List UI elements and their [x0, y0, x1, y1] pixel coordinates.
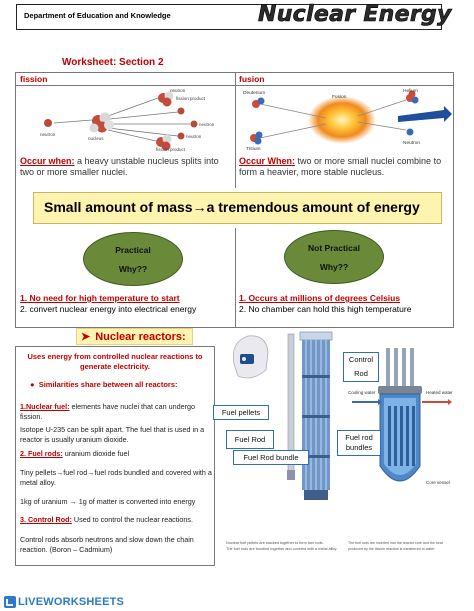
fission-label-product-top: fission product: [176, 96, 206, 101]
fusion-label-helium: Helium: [403, 89, 418, 94]
fission-occur-label: Occur when:: [20, 156, 75, 166]
reactors-heading-text: Nuclear reactors:: [95, 331, 186, 343]
fusion-label-deuterium: Deuterium: [243, 91, 266, 96]
reactors-heading: [76, 328, 193, 345]
isotope-paragraph: Isotope U-235 can be split apart. The fuel that is used in a reactor is usually uranium dioxide.: [20, 425, 205, 444]
control-rod-absorb-paragraph: Control rods absorb neutrons and slow down the chain reaction. (Boron – Cadmium): [20, 535, 194, 554]
not-practical-why: Why??: [319, 262, 349, 272]
fuel-pellets-label: Fuel pellets: [213, 405, 269, 420]
neutron-particle-icon: [44, 119, 52, 127]
control-rod-diagram-label: [343, 352, 379, 382]
not-practical-label: Not Practical: [308, 243, 360, 253]
fuel-rod-bundle-label: Fuel Rod bundle: [233, 450, 309, 465]
bullet-dot-icon: ●: [30, 380, 35, 389]
fission-point-2: 2. convert nuclear energy into electrical energy: [20, 304, 197, 314]
fission-points: [20, 293, 230, 315]
nuclear-fuel-text: elements have nuclei that can undergo fission.: [20, 402, 195, 421]
fission-label-neutron-left: neutron: [40, 132, 56, 137]
fuel-rod-caption-line2: The fuel rods are bundled together and covered with a metal alloy.: [226, 547, 338, 551]
fuel-rod-bundles-label: [337, 430, 381, 456]
fission-definition: [20, 156, 230, 178]
fusion-occur-label: Occur When:: [239, 156, 296, 166]
table-column-divider-top: [235, 73, 236, 188]
fission-point-1: 1. No need for high temperature to start: [20, 293, 180, 303]
nuclear-fuel-label: 1.Nuclear fuel:: [20, 402, 70, 411]
control-rod-text: Used to control the nuclear reactions.: [71, 515, 193, 524]
cooling-water-label: Cooling water: [348, 390, 376, 395]
worksheet-title: Worksheet: Section 2: [62, 57, 164, 68]
fuel-rods-label: 2. Fuel rods:: [20, 449, 63, 458]
control-rod-label-line1: Control: [348, 355, 374, 364]
control-rod-label: 3. Control Rod:: [20, 515, 72, 524]
fuel-rod-label: Fuel Rod: [226, 430, 274, 449]
fuel-rods-text: uranium dioxide fuel: [62, 449, 130, 458]
heated-water-label: Heated water: [426, 390, 453, 395]
core-caption-line2: produced by the fission reaction is transferred to water.: [348, 547, 436, 551]
fuel-pellets-hand-icon: [233, 336, 268, 378]
fusion-label-tritium: Tritium: [246, 147, 261, 152]
fusion-points: [239, 293, 451, 315]
control-rod-paragraph: [20, 515, 212, 525]
fusion-column-header: fusion: [239, 74, 265, 84]
fusion-definition: [239, 156, 451, 178]
fission-occur-text: a heavy unstable nucleus splits into two or more smaller nuclei.: [20, 156, 219, 177]
fission-product-top-icon: [158, 92, 174, 107]
practical-label: Practical: [115, 245, 151, 255]
similarities-line: [22, 380, 212, 389]
fission-label-product-bottom: fission product: [156, 147, 186, 152]
fusion-label-fusion: Fusion: [332, 95, 347, 100]
practical-oval: [83, 232, 183, 286]
fuel-rod-bundles-line1: Fuel rod: [345, 433, 373, 442]
similarities-text: Similarities share between all reactors:: [38, 380, 178, 389]
fission-label-neutron-right: neutron: [199, 122, 215, 127]
fusion-point-1: 1. Occurs at millions of degrees Celsius: [239, 293, 401, 303]
page-title: Nuclear Energy: [258, 2, 452, 27]
fusion-burst-icon: [308, 96, 376, 144]
control-rod-label-line2: Rod: [354, 369, 368, 378]
liveworksheets-logo-text[interactable]: LIVEWORKSHEETS: [18, 596, 125, 608]
fuel-rods-paragraph: [20, 449, 212, 459]
fuel-rod-caption-line1: Nuclear fuel pellets are stacked together to form fuel rods.: [226, 541, 324, 545]
core-caption-line1: The fuel rods are inserted into the reactor core and the heat: [348, 541, 443, 545]
fission-label-neutron-top: neutron: [170, 88, 186, 93]
fission-diagram: [18, 86, 234, 152]
table-column-divider-bottom: [235, 228, 236, 327]
pellets-paragraph: Tiny pellets→fuel rod→fuel rods bundled and covered with a metal alloy.: [20, 468, 212, 487]
fission-label-neutron-bottom: neutron: [186, 134, 202, 139]
department-name: Department of Education and Knowledge: [24, 11, 171, 20]
fusion-occur-text: two or more small nuclei combine to form a heavier, more stable nucleus.: [239, 156, 442, 177]
fusion-label-energy: Energy: [420, 120, 437, 126]
core-vessel-label: Core vessel: [426, 480, 450, 485]
fuel-rod-bundles-line2: bundles: [345, 443, 373, 452]
fission-column-header: fission: [20, 74, 48, 84]
arrow-bullet-icon: ➤: [81, 331, 91, 343]
nuclear-fuel-paragraph: [20, 402, 212, 421]
reactors-intro: Uses energy from controlled nuclear reactions to generate electricity.: [27, 352, 203, 371]
fuel-rod-bundle-icon: [300, 332, 332, 500]
mass-energy-banner: Small amount of mass→a tremendous amount of energy: [33, 192, 442, 224]
not-practical-oval: [284, 230, 384, 284]
fusion-diagram: [238, 86, 452, 152]
fusion-label-neutron: Neutron: [403, 141, 421, 146]
liveworksheets-logo-icon: [4, 596, 16, 608]
fission-label-nucleus: nucleus: [88, 136, 104, 141]
uranium-conversion-paragraph: 1kg of uranium → 1g of matter is converted into energy: [20, 497, 196, 506]
fusion-point-2: 2. No chamber can hold this high temperature: [239, 304, 412, 314]
practical-why: Why??: [118, 264, 148, 274]
